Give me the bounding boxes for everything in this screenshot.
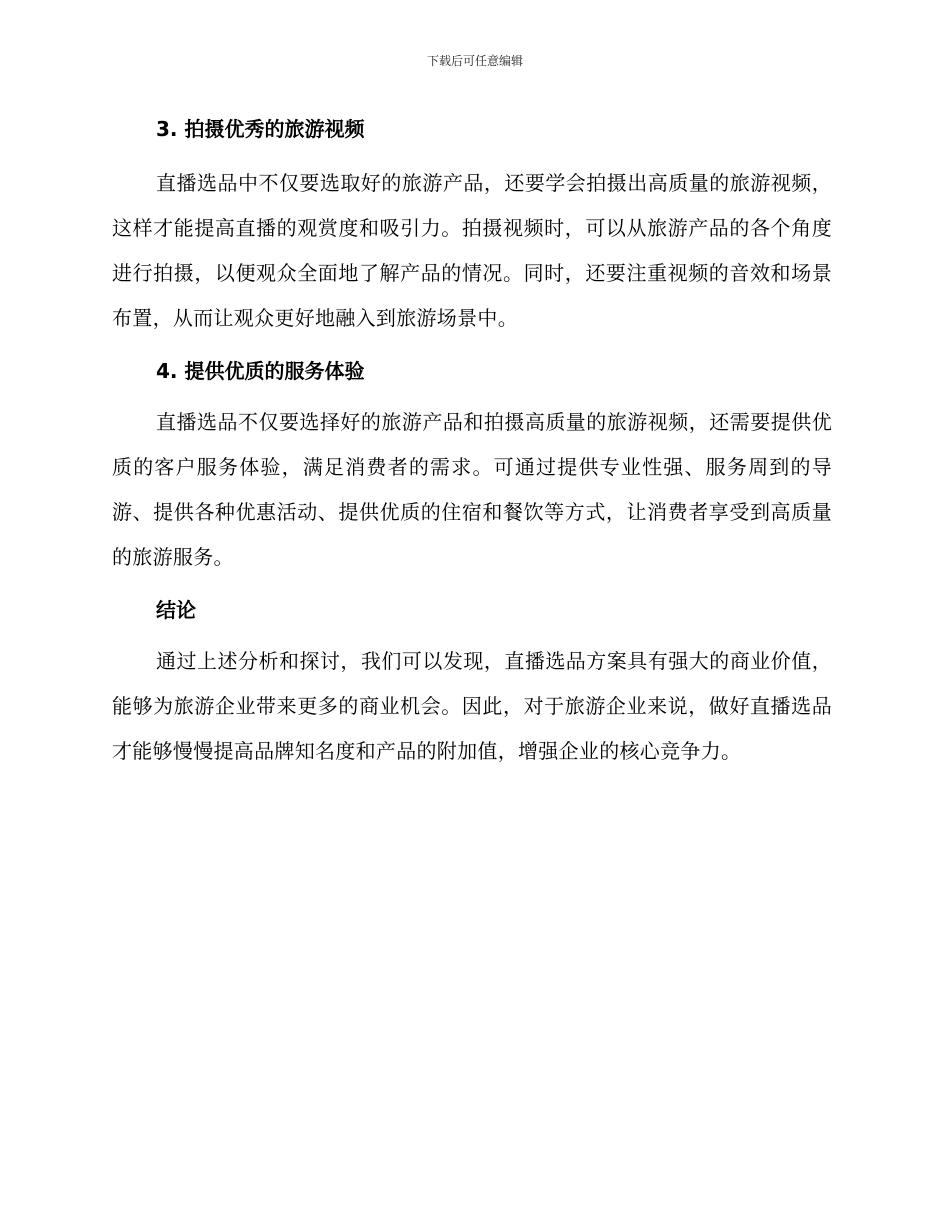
section-paragraph-shooting-videos: 直播选品中不仅要选取好的旅游产品，还要学会拍摄出高质量的旅游视频，这样才能提高直播的观赏度和吸引力。拍摄视频时，可以从旅游产品的各个角度进行拍摄，以便观众全面地了解产品的情况。同时，还要注重视频的音效和场景布置，从而让观众更好地融入到旅游场景中。 <box>112 171 832 330</box>
page-header: 下载后可任意编辑 <box>426 54 523 68</box>
section-heading-conclusion: 结论 <box>156 598 196 622</box>
document-body <box>112 112 832 774</box>
section-heading-shooting-videos: 3. 拍摄优秀的旅游视频 <box>156 117 365 141</box>
section-heading-service-experience: 4. 提供优质的服务体验 <box>156 359 365 383</box>
section-paragraph-service-experience: 直播选品不仅要选择好的旅游产品和拍摄高质量的旅游视频，还需要提供优质的客户服务体验，满足消费者的需求。可通过提供专业性强、服务周到的导游、提供各种优惠活动、提供优质的住宿和餐饮等方式，让消费者享受到高质量的旅游服务。 <box>112 410 832 569</box>
section-paragraph-conclusion: 通过上述分析和探讨，我们可以发现，直播选品方案具有强大的商业价值，能够为旅游企业带来更多的商业机会。因此，对于旅游企业来说，做好直播选品才能够慢慢提高品牌知名度和产品的附加值，增强企业的核心竞争力。 <box>112 649 832 763</box>
